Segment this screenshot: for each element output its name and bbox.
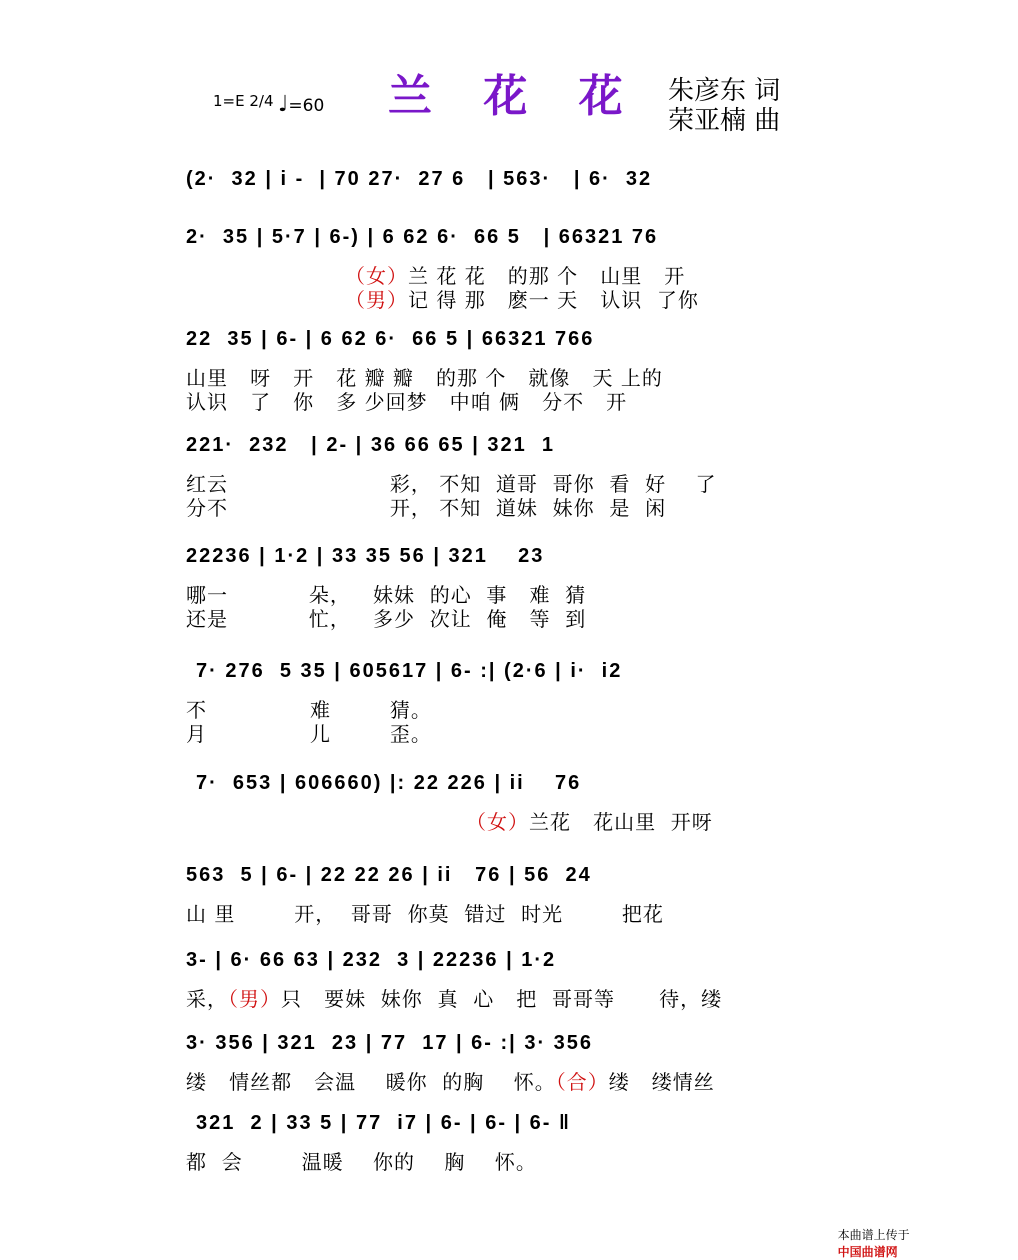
- lyric-text: 采，: [186, 987, 228, 1011]
- lyricist: 朱彦东 词: [668, 76, 781, 106]
- notation-row: 221· 232 | 2- | 36 66 65 | 321 1: [186, 434, 555, 456]
- lyric-text: 兰花 花山里 开呀: [529, 810, 713, 834]
- site-logo[interactable]: 中国曲谱网: [837, 1245, 898, 1259]
- lyric-line: 还是 忙， 多少 次让 俺 等 到: [186, 607, 587, 631]
- notation-row: 2· 35 | 5·7 | 6-) | 6 62 6· 66 5 | 66321 76: [186, 226, 659, 248]
- footer: [830, 1212, 910, 1260]
- voice-tag: （合）: [555, 1070, 609, 1094]
- lyric-line: 月 儿 歪。: [186, 722, 432, 746]
- footer-text: 本曲谱上传于: [837, 1228, 910, 1242]
- lyric-line: 山里 呀 开 花 瓣 瓣 的那 个 就像 天 上的: [186, 366, 663, 390]
- time-signature: 2/4: [249, 92, 274, 110]
- tempo-value: =60: [288, 96, 325, 116]
- lyric-text: 缕 情丝都 会温 暖你 的胸 怀。: [186, 1070, 556, 1094]
- voice-tag: （女）: [466, 810, 529, 834]
- credits: [668, 76, 780, 136]
- lyric-line: 山 里 开， 哥哥 你莫 错过 时光 把花: [186, 902, 664, 926]
- lyric-text: 只 要妹 妹你 真 心 把 哥哥等 待，缕: [281, 987, 723, 1011]
- notation-row: 3· 356 | 321 23 | 77 17 | 6- :| 3· 356: [186, 1032, 594, 1054]
- song-title: 兰 花 花: [388, 71, 641, 122]
- key-text: 1=E: [213, 92, 245, 110]
- notation-row: 321 2 | 33 5 | 77 i7 | 6- | 6- | 6- ‖: [196, 1112, 571, 1134]
- notation-row: (2· 32 | i - | 70 27· 27 6 | 563· | 6· 32: [186, 168, 653, 190]
- lyric-line: 都 会 温暖 你的 胸 怀。: [186, 1150, 537, 1174]
- lyric-line: [345, 284, 1005, 313]
- lyric-line: 分不 开， 不知 道妹 妹你 是 闲: [186, 496, 667, 520]
- composer: 荣亚楠 曲: [668, 106, 781, 136]
- lyric-line: [186, 983, 846, 1012]
- voice-tag: （男）: [228, 987, 281, 1011]
- lyric-line: 认识 了 你 多 少回梦 中咱 俩 分不 开: [186, 390, 628, 414]
- lyric-line: 不 难 猜。: [186, 698, 432, 722]
- lyric-text: 缕 缕情丝: [608, 1070, 715, 1094]
- key-signature: [213, 92, 274, 110]
- lyric-line: 哪一 朵， 妹妹 的心 事 难 猜: [186, 583, 587, 607]
- tempo-marking: [278, 92, 324, 117]
- voice-tag: （男）: [345, 288, 408, 312]
- notation-row: 22236 | 1·2 | 33 35 56 | 321 23: [186, 545, 545, 567]
- lyric-text: 兰 花 花 的那 个 山里 开: [408, 264, 686, 288]
- lyric-line: 红云 彩， 不知 道哥 哥你 看 好 了: [186, 472, 717, 496]
- notation-row: 563 5 | 6- | 22 22 26 | ii 76 | 56 24: [186, 864, 592, 886]
- lyric-line: [466, 806, 1018, 835]
- notation-row: 7· 276 5 35 | 605617 | 6- :| (2·6 | i· i2: [196, 660, 623, 682]
- lyric-line: [186, 1066, 846, 1095]
- lyric-text: 记 得 那 麽一 天 认识 了你: [408, 288, 699, 312]
- quarter-note-icon: ♩: [278, 92, 289, 117]
- notation-row: 22 35 | 6- | 6 62 6· 66 5 | 66321 766: [186, 328, 595, 350]
- notation-row: 3- | 6· 66 63 | 232 3 | 22236 | 1·2: [186, 949, 557, 971]
- voice-tag: （女）: [345, 264, 408, 288]
- notation-row: 7· 653 | 606660) |: 22 226 | ii 76: [196, 772, 582, 794]
